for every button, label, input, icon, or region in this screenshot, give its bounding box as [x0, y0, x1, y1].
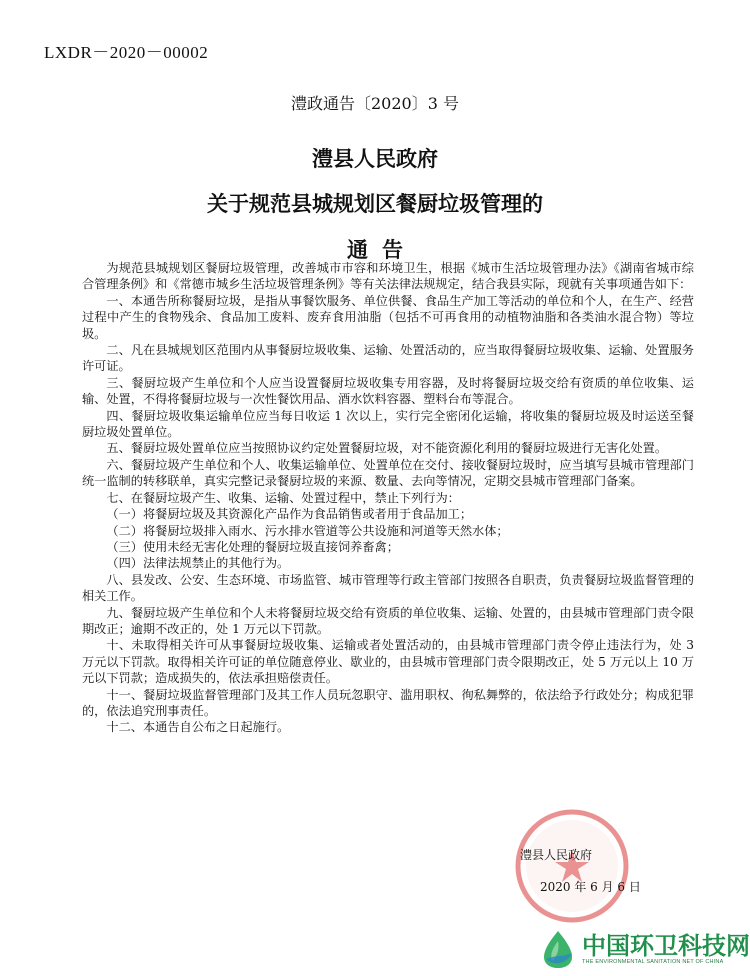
paragraph-3: 三、餐厨垃圾产生单位和个人应当设置餐厨垃圾收集专用容器，及时将餐厨垃圾交给有资质的单位收集、运输、处置，不得将餐厨垃圾与一次性餐饮用品、酒水饮料容器、塑料台布等混合。 — [82, 375, 694, 407]
signature-issuer: 澧县人民政府 — [520, 848, 593, 862]
site-watermark — [540, 926, 750, 972]
paragraph-12: 十二、本通告自公布之日起施行。 — [106, 720, 290, 735]
paragraph-4: 四、餐厨垃圾收集运输单位应当每日收运 1 次以上，实行完全密闭化运输，将收集的餐厨垃圾及时运送至餐厨垃圾处置单位。 — [82, 408, 694, 440]
document-number: LXDR－2020－00002 — [44, 43, 209, 62]
paragraph-7-item-3: （三）使用未经无害化处理的餐厨垃圾直接饲养畜禽； — [106, 539, 399, 554]
watermark-title: 中国环卫科技网 — [582, 932, 750, 960]
paragraph-11: 十一、餐厨垃圾监督管理部门及其工作人员玩忽职守、滥用职权、徇私舞弊的，依法给予行政处分；构成犯罪的，依法追究刑事责任。 — [82, 687, 694, 718]
paragraph-7-item-4: （四）法律法规禁止的其他行为。 — [106, 556, 290, 571]
paragraph-10: 十、未取得相关许可从事餐厨垃圾收集、运输或者处置活动的，由县城市管理部门责令停止违法行为，处 3 万元以下罚款。取得相关许可证的单位随意停业、歇业的，由县城市管理部门责令限期改正，处 5 万元以上 10 万元以下罚款；造成损失的，依法承担赔偿责任。 — [82, 638, 694, 686]
paragraph-9: 九、餐厨垃圾产生单位和个人未将餐厨垃圾交给有资质的单位收集、运输、处置的，由县城市管理部门责令限期改正；逾期不改正的，处 1 万元以下罚款。 — [82, 605, 694, 636]
notice-title: 通告 — [347, 237, 417, 262]
paragraph-5: 五、餐厨垃圾处置单位应当按照协议约定处置餐厨垃圾，对不能资源化利用的餐厨垃圾进行无害化处置。 — [106, 441, 668, 456]
paragraph-8: 八、县发改、公安、生态环境、市场监管、城市管理等行政主管部门按照各自职责，负责餐厨垃圾监督管理的相关工作。 — [82, 572, 694, 604]
notice-number: 澧政通告〔2020〕3 号 — [291, 94, 459, 113]
official-seal-stamp — [512, 806, 632, 926]
leaf-drop-icon — [540, 929, 576, 969]
signature-date: 2020 年 6 月 6 日 — [540, 880, 641, 894]
watermark-subtitle: THE ENVIRONMENTAL SANITATION NET OF CHINA — [582, 959, 724, 965]
issuer-title: 澧县人民政府 — [312, 146, 438, 171]
paragraph-6: 六、餐厨垃圾产生单位和个人、收集运输单位、处置单位在交付、接收餐厨垃圾时，应当填写县城市管理部门统一监制的转移联单，真实完整记录餐厨垃圾的来源、数量、去向等情况，定期交县城市管理部门备案。 — [82, 457, 694, 489]
subject-title: 关于规范县城规划区餐厨垃圾管理的 — [207, 191, 543, 216]
paragraph-intro: 为规范县城规划区餐厨垃圾管理，改善城市市容和环境卫生，根据《城市生活垃圾管理办法》《湖南省城市综合管理条例》和《常德市城乡生活垃圾管理条例》等有关法律法规规定，结合我县实际，现就有关事项通告如下： — [82, 261, 694, 292]
paragraph-1: 一、本通告所称餐厨垃圾，是指从事餐饮服务、单位供餐、食品生产加工等活动的单位和个人，在生产、经营过程中产生的食物残余、食品加工废料、废弃食用油脂（包括不可再食用的动植物油脂和各类油水混合物）等垃圾。 — [82, 293, 694, 341]
paragraph-7-item-1: （一）将餐厨垃圾及其资源化产品作为食品销售或者用于食品加工； — [106, 507, 473, 522]
paragraph-7-item-2: （二）将餐厨垃圾排入雨水、污水排水管道等公共设施和河道等天然水体； — [106, 523, 509, 538]
notice-body — [82, 260, 694, 736]
paragraph-2: 二、凡在县城规划区范围内从事餐厨垃圾收集、运输、处置活动的，应当取得餐厨垃圾收集、运输、处置服务许可证。 — [82, 343, 694, 374]
paragraph-7: 七、在餐厨垃圾产生、收集、运输、处置过程中，禁止下列行为： — [106, 490, 460, 505]
